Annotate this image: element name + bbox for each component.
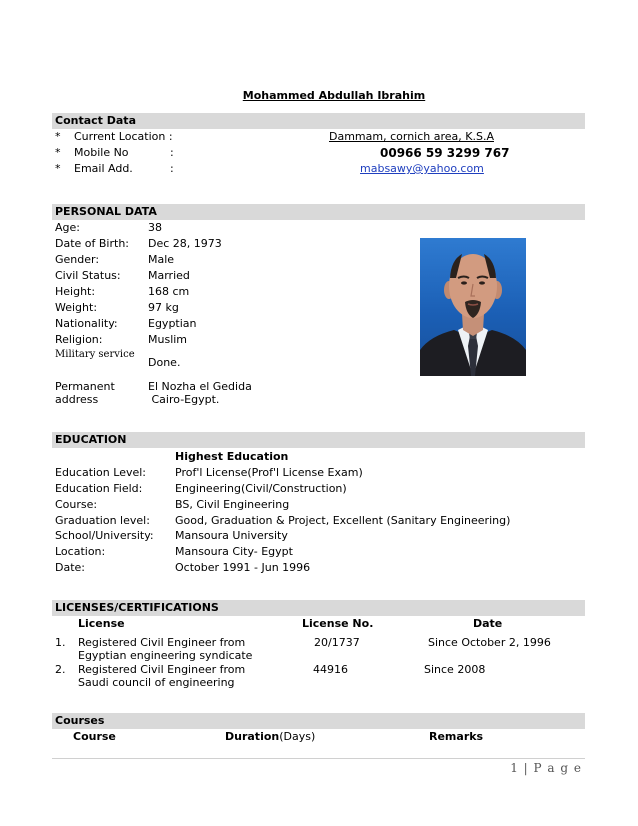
address-value: El Nozha el Gedida (148, 380, 252, 393)
personal-label: Gender: (55, 253, 100, 266)
personal-label: Age: (55, 221, 80, 234)
license-row-no: 20/1737 (314, 636, 360, 649)
education-label: Education Field: (55, 482, 143, 495)
personal-label: Date of Birth: (55, 237, 130, 250)
personal-value: Muslim (148, 333, 188, 346)
courses-column-course: Course (73, 730, 116, 743)
contact-header-label: Contact Data (55, 114, 136, 127)
resume-name: Mohammed Abdullah Ibrahim (242, 89, 426, 102)
profile-photo (420, 238, 526, 376)
education-label: Graduation level: (55, 514, 150, 527)
education-label: Education Level: (55, 466, 147, 479)
personal-label: Weight: (55, 301, 98, 314)
courses-duration-bold: Duration (225, 730, 280, 743)
personal-value: Married (148, 269, 190, 282)
footer-divider (52, 758, 585, 759)
courses-header-label: Courses (55, 714, 105, 727)
license-row-date: Since 2008 (424, 663, 486, 676)
license-row-date: Since October 2, 1996 (428, 636, 551, 649)
contact-bullet: * (55, 162, 61, 175)
education-label: Location: (55, 545, 106, 558)
education-value: Prof'l License(Prof'l License Exam) (175, 466, 363, 479)
contact-label-email: Email Add. (74, 162, 133, 175)
personal-section-header (52, 204, 585, 220)
personal-header-label: PERSONAL DATA (55, 205, 157, 218)
education-value: Good, Graduation & Project, Excellent (Sanitary Engineering) (175, 514, 511, 527)
personal-label: Civil Status: (55, 269, 121, 282)
contact-email-link[interactable]: mabsawy@yahoo.com (360, 162, 484, 175)
education-subheader: Highest Education (175, 450, 289, 463)
education-value: Engineering(Civil/Construction) (175, 482, 347, 495)
licenses-section-header (52, 600, 585, 616)
courses-section-header (52, 713, 585, 729)
contact-bullet: * (55, 146, 61, 159)
license-row-title: Egyptian engineering syndicate (78, 649, 253, 662)
contact-bullet: * (55, 130, 61, 143)
personal-value: 38 (148, 221, 162, 234)
page-number: 1 | P a g e (510, 761, 582, 775)
education-value: Mansoura City- Egypt (175, 545, 293, 558)
licenses-column-number: License No. (302, 617, 374, 630)
personal-label: Height: (55, 285, 96, 298)
contact-label-mobile: Mobile No (74, 146, 129, 159)
address-label: Permanent (55, 380, 115, 393)
personal-value: Dec 28, 1973 (148, 237, 222, 250)
education-value: Mansoura University (175, 529, 288, 542)
personal-label: Religion: (55, 333, 103, 346)
contact-value-mobile: 00966 59 3299 767 (380, 146, 510, 160)
education-value: BS, Civil Engineering (175, 498, 290, 511)
license-row-title: Saudi council of engineering (78, 676, 235, 689)
contact-label-location: Current Location : (74, 130, 173, 143)
courses-column-remarks: Remarks (429, 730, 484, 743)
personal-label: Nationality: (55, 317, 118, 330)
education-section-header (52, 432, 585, 448)
contact-value-location: Dammam, cornich area, K.S.A (329, 130, 494, 143)
license-row-number: 1. (55, 636, 66, 649)
license-row-title: Registered Civil Engineer from (78, 663, 246, 676)
military-service-value: Done. (148, 356, 181, 369)
education-label: Course: (55, 498, 98, 511)
courses-duration-unit: (Days) (279, 730, 316, 743)
education-header-label: EDUCATION (55, 433, 127, 446)
courses-column-duration (225, 730, 315, 743)
military-service-label: Military service (55, 349, 135, 360)
contact-colon: : (170, 162, 174, 175)
license-row-no: 44916 (313, 663, 348, 676)
licenses-header-label: LICENSES/CERTIFICATIONS (55, 601, 219, 614)
education-label: Date: (55, 561, 85, 574)
address-value: Cairo-Egypt. (148, 393, 220, 406)
address-label: address (55, 393, 99, 406)
licenses-column-date: Date (473, 617, 503, 630)
contact-section-header (52, 113, 585, 129)
personal-value: 97 kg (148, 301, 179, 314)
license-row-title: Registered Civil Engineer from (78, 636, 246, 649)
licenses-column-license: License (78, 617, 125, 630)
personal-value: Egyptian (148, 317, 197, 330)
personal-value: 168 cm (148, 285, 190, 298)
education-label: School/University: (55, 529, 154, 542)
license-row-number: 2. (55, 663, 66, 676)
education-value: October 1991 - Jun 1996 (175, 561, 311, 574)
personal-value: Male (148, 253, 175, 266)
contact-colon: : (170, 146, 174, 159)
